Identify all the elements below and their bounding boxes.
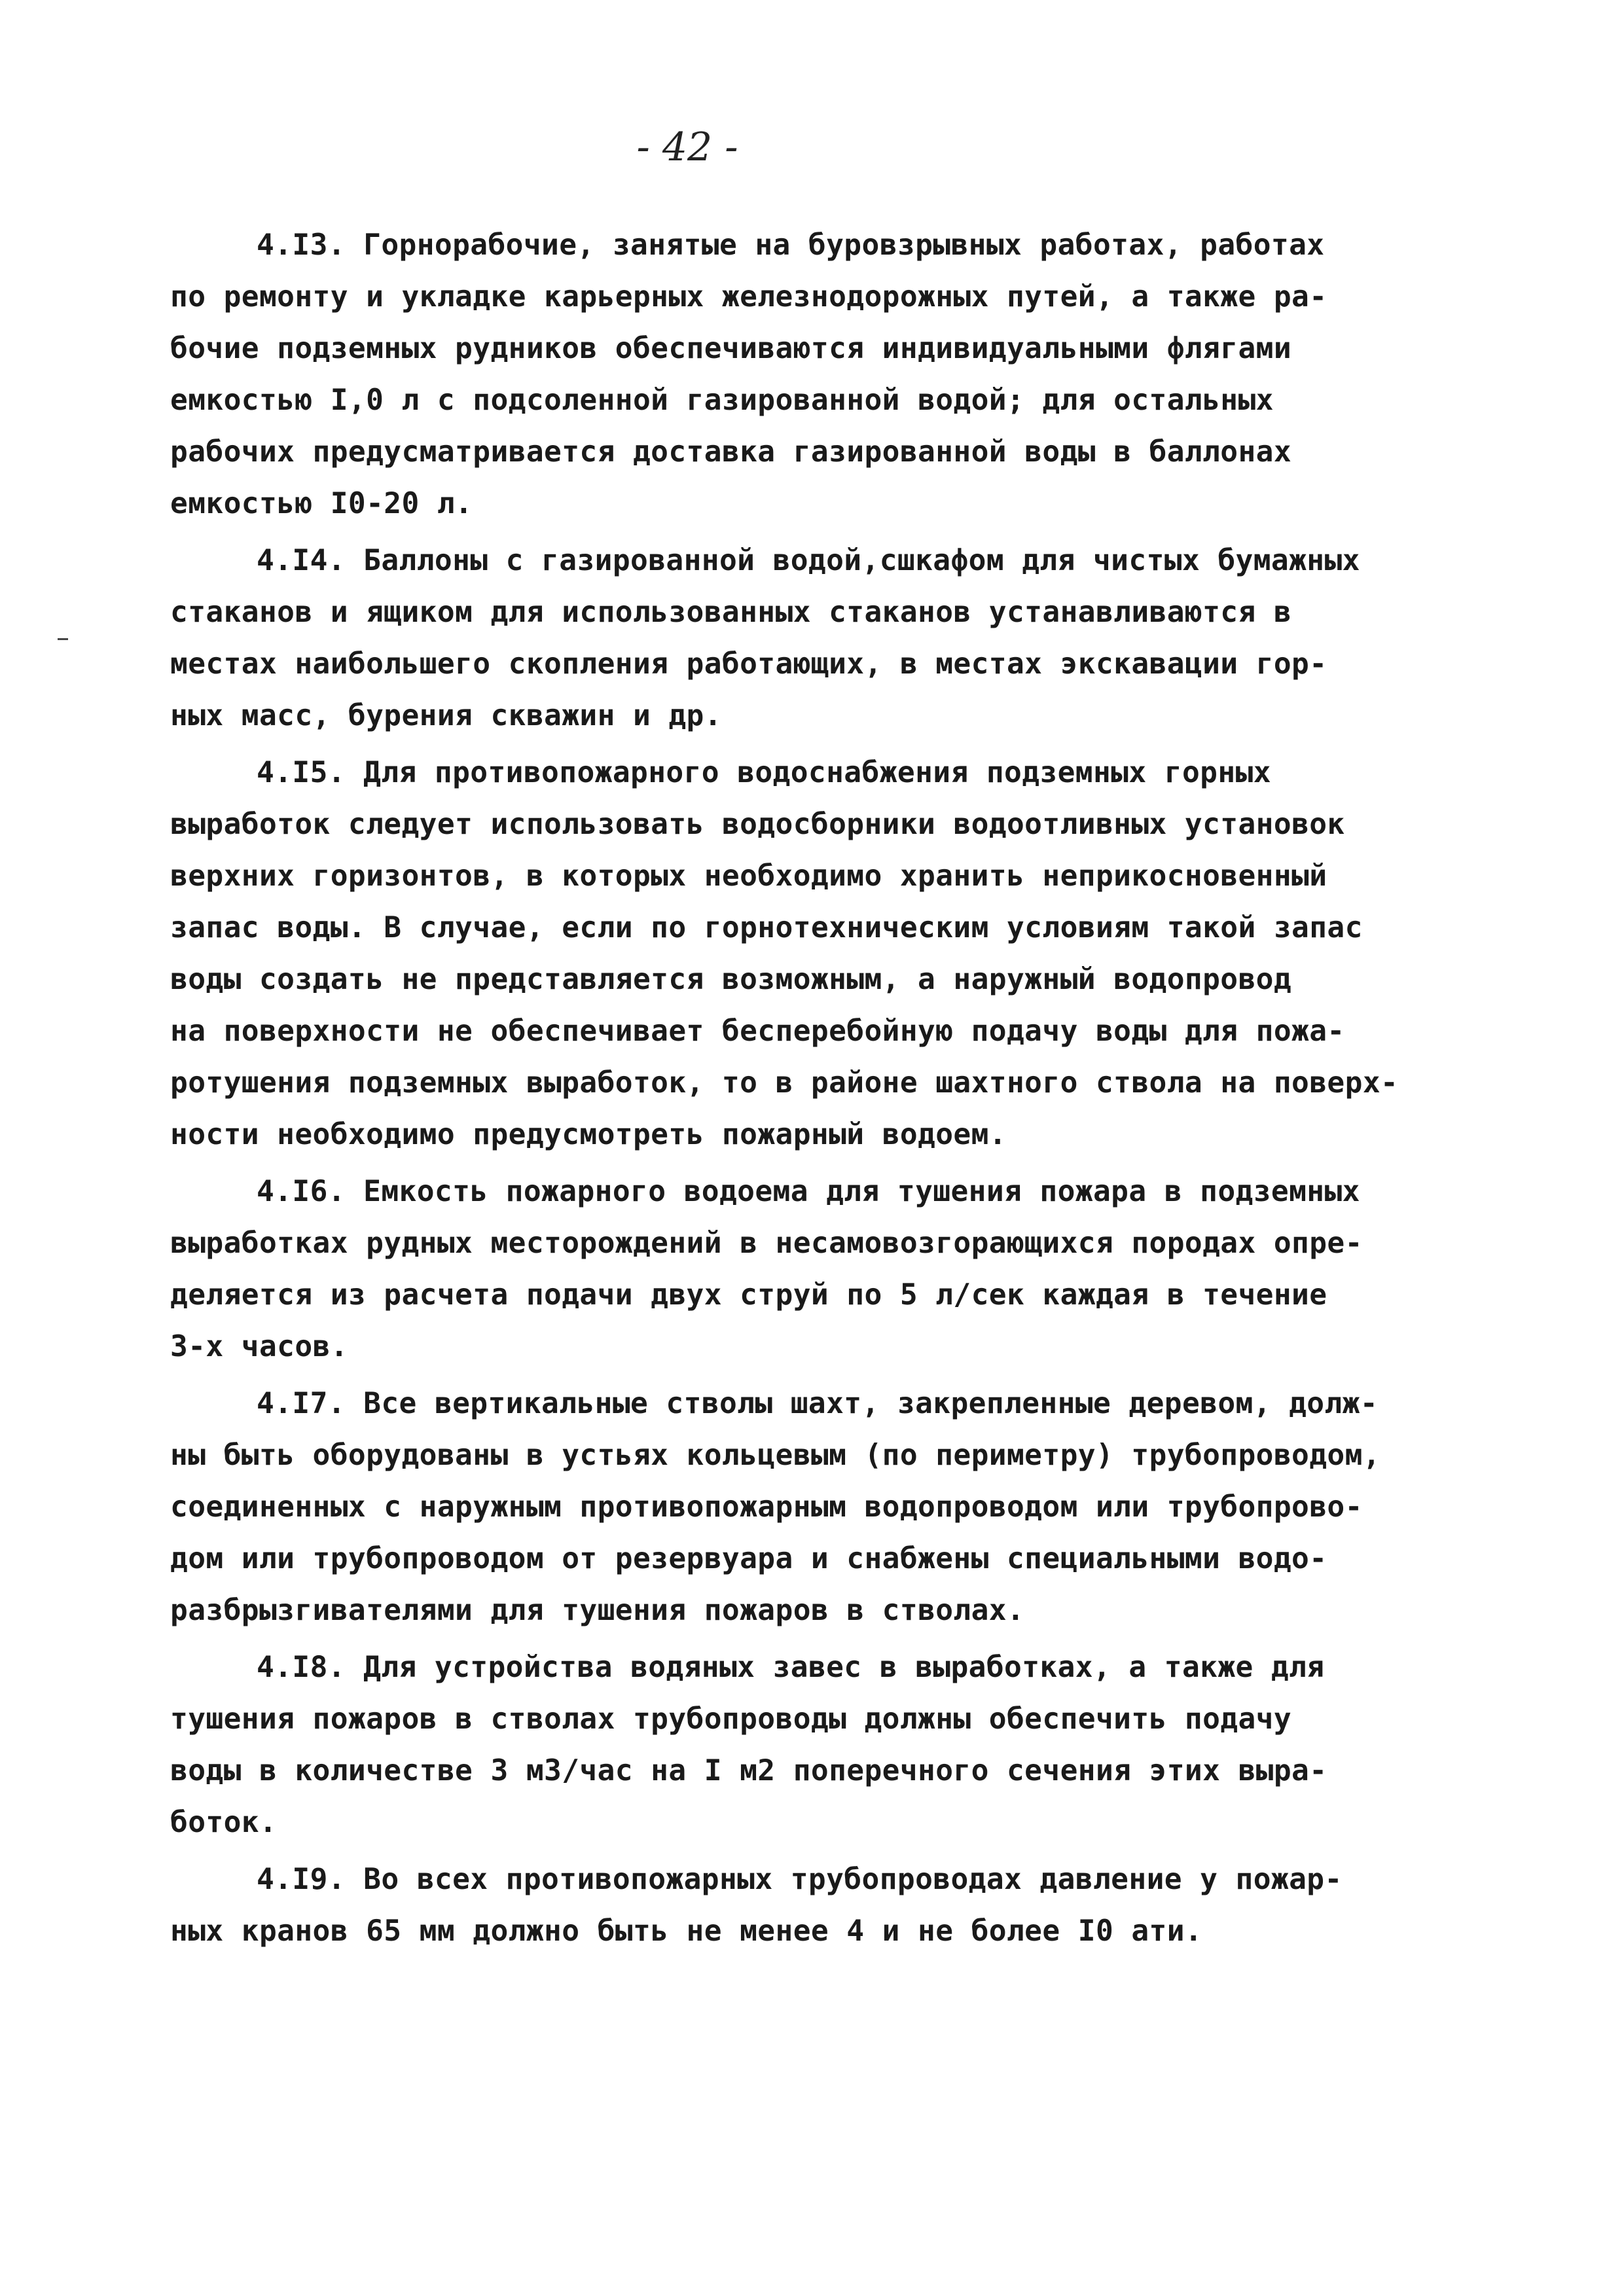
text-line: 4.I9. Во всех противопожарных трубопроводах давление у пожар- bbox=[257, 1863, 1343, 1896]
text-line: 4.I7. Все вертикальные стволы шахт, закрепленные деревом, долж- bbox=[257, 1387, 1379, 1420]
text-line: разбрызгивателями для тушения пожаров в стволах. bbox=[170, 1594, 1025, 1627]
text-line: ротушения подземных выработок, то в районе шахтного ствола на поверх- bbox=[170, 1066, 1399, 1100]
paragraph-4-19 bbox=[170, 1854, 1512, 1957]
document-body bbox=[170, 219, 1512, 1962]
text-line: 4.I3. Горнорабочие, занятые на буровзрывных работах, работах bbox=[257, 228, 1325, 262]
text-line: деляется из расчета подачи двух струй по 5 л/сек каждая в течение bbox=[170, 1278, 1327, 1312]
text-line: 4.I5. Для противопожарного водоснабжения подземных горных bbox=[257, 756, 1271, 789]
text-line: воды в количестве 3 м3/час на I м2 поперечного сечения этих выра- bbox=[170, 1754, 1327, 1787]
text-line: ны быть оборудованы в устьях кольцевым (по периметру) трубопроводом, bbox=[170, 1439, 1381, 1472]
paragraph-4-14 bbox=[170, 535, 1512, 742]
text-line: выработках рудных месторождений в несамовозгорающихся породах опре- bbox=[170, 1227, 1363, 1260]
text-line: 3-х часов. bbox=[170, 1330, 348, 1363]
text-line: по ремонту и укладке карьерных железнодорожных путей, а также ра- bbox=[170, 280, 1327, 314]
text-line: выработок следует использовать водосборники водоотливных установок bbox=[170, 808, 1345, 841]
page-number: - 42 - bbox=[636, 124, 738, 170]
text-line: емкостью I0-20 л. bbox=[170, 487, 473, 520]
text-line: рабочих предусматривается доставка газированной воды в баллонах bbox=[170, 435, 1292, 469]
paragraph-4-17 bbox=[170, 1378, 1512, 1636]
text-line: емкостью I,0 л с подсоленной газированной водой; для остальных bbox=[170, 384, 1274, 417]
text-line: верхних горизонтов, в которых необходимо хранить неприкосновенный bbox=[170, 859, 1327, 893]
text-line: местах наибольшего скопления работающих, в местах экскавации гор- bbox=[170, 647, 1327, 681]
text-line: ных кранов 65 мм должно быть не менее 4 и не более I0 ати. bbox=[170, 1914, 1203, 1948]
text-line: стаканов и ящиком для использованных стаканов устанавливаются в bbox=[170, 596, 1292, 629]
text-line: ности необходимо предусмотреть пожарный водоем. bbox=[170, 1118, 1007, 1151]
text-line: тушения пожаров в стволах трубопроводы должны обеспечить подачу bbox=[170, 1702, 1292, 1736]
text-line: боток. bbox=[170, 1806, 278, 1839]
margin-mark bbox=[58, 638, 68, 640]
paragraph-4-18 bbox=[170, 1641, 1512, 1848]
text-line: воды создать не представляется возможным, а наружный водопровод bbox=[170, 963, 1292, 996]
paragraph-4-15 bbox=[170, 747, 1512, 1160]
text-line: бочие подземных рудников обеспечиваются индивидуальными флягами bbox=[170, 332, 1292, 365]
text-line: запас воды. В случае, если по горнотехническим условиям такой запас bbox=[170, 911, 1363, 944]
text-line: 4.I4. Баллоны с газированной водой,сшкафом для чистых бумажных bbox=[257, 544, 1360, 577]
text-line: ных масс, бурения скважин и др. bbox=[170, 699, 722, 732]
text-line: дом или трубопроводом от резервуара и снабжены специальными водо- bbox=[170, 1542, 1327, 1575]
text-line: 4.I8. Для устройства водяных завес в выработках, а также для bbox=[257, 1651, 1325, 1684]
text-line: соединенных с наружным противопожарным водопроводом или трубопрово- bbox=[170, 1490, 1363, 1524]
text-line: 4.I6. Емкость пожарного водоема для тушения пожара в подземных bbox=[257, 1175, 1360, 1208]
text-line: на поверхности не обеспечивает бесперебойную подачу воды для пожа- bbox=[170, 1014, 1345, 1048]
paragraph-4-13 bbox=[170, 219, 1512, 529]
paragraph-4-16 bbox=[170, 1166, 1512, 1372]
